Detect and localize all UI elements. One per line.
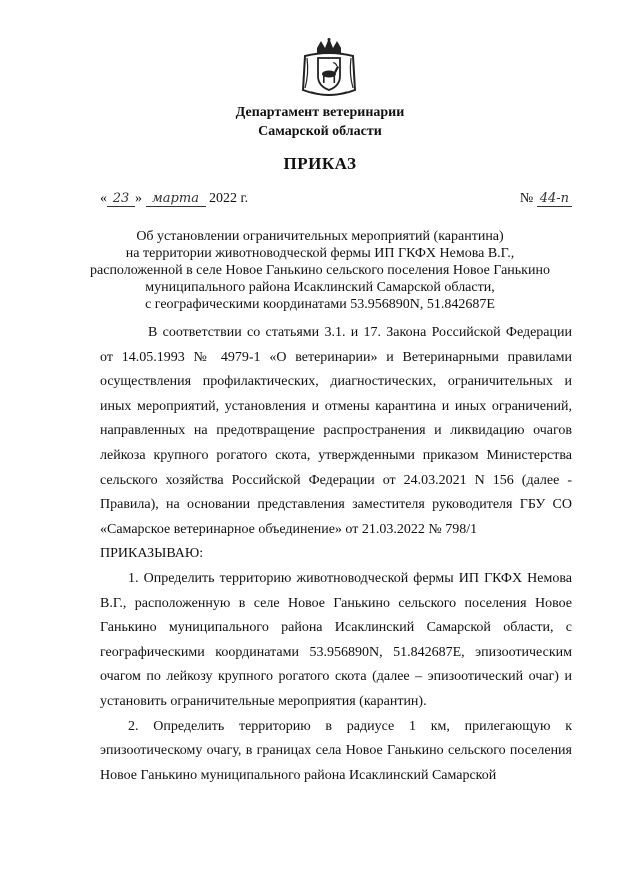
date-month: марта [146, 192, 206, 207]
document-title: ПРИКАЗ [283, 154, 357, 173]
date-number-row [100, 191, 572, 211]
department-line-1: Департамент ветеринарии [235, 105, 405, 120]
close-quote: » [135, 191, 142, 206]
open-quote: « [100, 191, 107, 206]
date-year: 2022 г. [209, 191, 249, 206]
subject-line: на территории животноводческой фермы ИП ГКФХ Немова В.Г., [125, 246, 515, 261]
order-word: ПРИКАЗЫВАЮ: [100, 546, 204, 562]
order-subject [60, 228, 580, 313]
department-line-2: Самарской области [258, 124, 382, 139]
coat-of-arms-icon [297, 38, 361, 100]
order-number [520, 191, 572, 207]
number-value: 44-п [537, 192, 572, 207]
order-item-2: 2. Определить территорию в радиусе 1 км, прилегающую к эпизоотическому очагу, в границах села Новое Ганькино сельского поселения Новое Ганькино муниципального района Исаклинский Самарской [100, 718, 572, 783]
preamble-paragraph: В соответствии со статьями 3.1. и 17. Закона Российской Федерации от 14.05.1993 № 4979-1 «О ветеринарии» и Ветеринарными правилами осуществления профилактических, диагностических, ограничительных и иных мероприятий, установления и отмены карантина и иных ограничений, направленных на предотвращение распространения и ликвидацию очагов лейкоза крупного рогатого скота, утвержденными приказом Министерства сельского хозяйства Российской Федерации от 24.03.2021 N 156 (далее - Правила), на основании представления заместителя руководителя ГБУ СО «Самарское ветеринарное объединение» от 21.03.2022 № 798/1 [100, 325, 572, 537]
order-date [100, 191, 248, 207]
number-sign: № [519, 191, 534, 206]
subject-line: с географическими координатами 53.956890N, 51.842687E [145, 297, 495, 312]
subject-line: муниципального района Исаклинский Самарской области, [145, 280, 495, 295]
order-body [100, 321, 572, 788]
date-day: 23 [107, 192, 135, 207]
subject-line: расположенной в селе Новое Ганькино сельского поселения Новое Ганькино [90, 263, 550, 278]
department-name [0, 103, 640, 141]
subject-line: Об установлении ограничительных мероприятий (карантина) [136, 229, 504, 244]
order-item-1: 1. Определить территорию животноводческой фермы ИП ГКФХ Немова В.Г., расположенную в селе Новое Ганькино сельского поселения Новое Ганькино муниципального района Исаклинский Самарской области, с географическими координатами 53.956890N, 51.842687E, эпизоотическим очагом по лейкозу крупного рогатого скота (далее – эпизоотический очаг) и установить ограничительные мероприятия (карантин). [100, 570, 572, 709]
